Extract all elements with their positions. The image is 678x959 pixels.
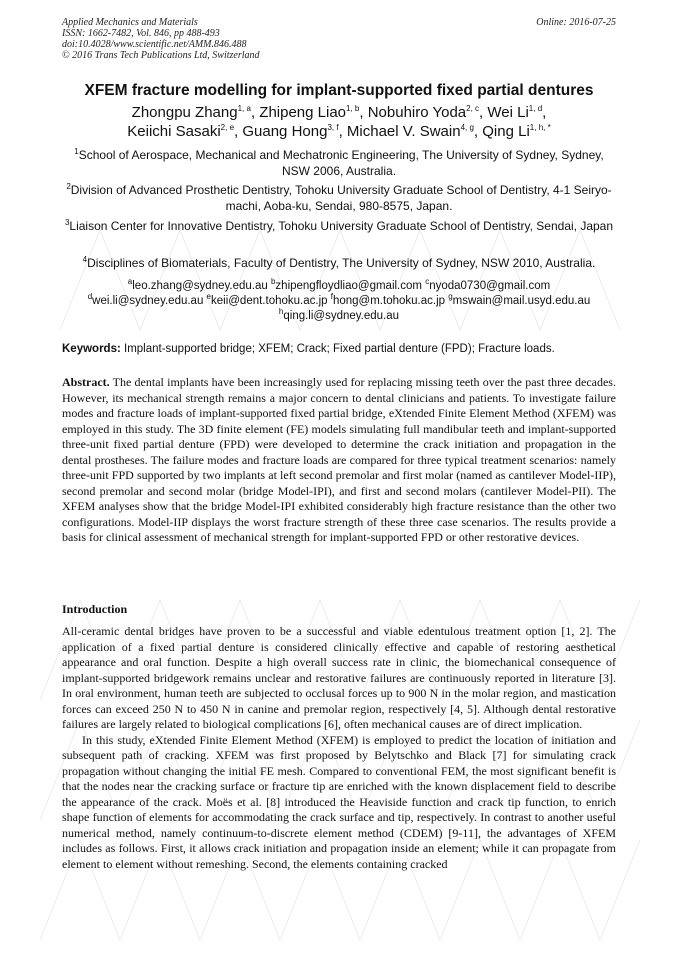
email-link[interactable]: leo.zhang@sydney.edu.au	[132, 280, 268, 292]
author: Guang Hong$^{3, f}$,	[242, 123, 347, 140]
email-link[interactable]: hong@m.tohoku.ac.jp	[332, 295, 446, 307]
author: Zhongpu Zhang$^{1, a}$,	[131, 104, 260, 121]
affiliation-1: $^1$School of Aerospace, Mechanical and Mechatronic Engineering, The University of Sydney, Sydney, NSW 2006, Australia.	[74, 147, 604, 178]
email-link[interactable]: qing.li@sydney.edu.au	[283, 310, 400, 322]
section-heading-introduction: Introduction	[62, 602, 128, 616]
paper-title: XFEM fracture modelling for implant-supported fixed partial dentures	[84, 82, 594, 99]
keywords-label: Keywords:	[62, 343, 121, 355]
author: Zhipeng Liao$^{1, b}$,	[259, 104, 368, 121]
email-link[interactable]: wei.li@sydney.edu.au	[92, 295, 204, 307]
keywords	[62, 343, 616, 355]
keywords-text: Implant-supported bridge; XFEM; Crack; Fixed partial denture (FPD); Fracture loads.	[124, 343, 555, 355]
author: Michael V. Swain$^{4, g}$,	[346, 123, 483, 140]
abstract	[62, 375, 616, 546]
paragraph: All-ceramic dental bridges have proven to be a successful and viable edentulous treatment option [1, 2]. The application of a fixed partial denture is considered clinically effective and capable of restoring aesthetical appearance and oral function. Despite a high overall success rate in clinic, the biomechanical consequence of implant-supported bridgework remains unclear and restorative failures are continuously reported in literature [3]. In oral environment, human teeth are subjected to occlusal forces up to 900 N in the molar region, and mastication forces can exceed 250 N to 450 N in canine and premolar region, respectively [4, 5]. Although dental restorative failures are largely related to biological complications [6], often mechanical causes are of direct implication.	[62, 624, 616, 731]
email-link[interactable]: zhipengfloydliao@gmail.com	[275, 280, 422, 292]
author: Keiichi Sasaki$^{2, e}$,	[127, 123, 243, 140]
affiliation-3: $^3$Liaison Center for Innovative Dentistry, Tohoku University Graduate School of Dentistry, Sendai, Japan	[64, 218, 614, 233]
author: Wei Li$^{1, d}$,	[487, 104, 547, 121]
email-link[interactable]: keii@dent.tohoku.ac.jp	[211, 295, 328, 307]
author: Nobuhiro Yoda$^{2, c}$,	[367, 104, 488, 121]
introduction-body	[62, 624, 616, 872]
author-list	[40, 103, 638, 141]
affiliation-4: $^4$Disciplines of Biomaterials, Faculty of Dentistry, The University of Sydney, NSW 2010, Australia.	[82, 255, 596, 270]
journal-name: Applied Mechanics and Materials	[62, 17, 198, 28]
email-link[interactable]: mswain@mail.usyd.edu.au	[452, 295, 591, 307]
journal-header	[62, 17, 616, 61]
online-date: Online: 2016-07-25	[536, 17, 616, 28]
email-list: $^a$leo.zhang@sydney.edu.au $^b$zhipengfloydliao@gmail.com $^c$nyoda0730@gmail.com $^d$wei.li@sydney.edu.au $^e$keii@dent.tohoku.ac.jp $^f$hong@m.tohoku.ac.jp $^g$mswain@mail.usyd.edu.au $^h$qing.li@sydney.edu.au	[87, 277, 591, 322]
email-link[interactable]: nyoda0730@gmail.com	[429, 280, 551, 292]
doi-info: doi:10.4028/www.scientific.net/AMM.846.488	[62, 39, 247, 50]
author: Qing $Li^{1, h, *}$	[482, 123, 551, 140]
affiliation-2: $^2$Division of Advanced Prosthetic Dentistry, Tohoku University Graduate School of Dentistry, 4-1 Seiryo-machi, Aoba-ku, Sendai, 980-8575, Japan.	[66, 182, 612, 213]
paragraph: In this study, eXtended Finite Element Method (XFEM) is employed to predict the location of initiation and subsequent path of cracking. XFEM was first proposed by Belytschko and Black [7] for simulating crack propagation without changing the initial FE mesh. Compared to conventional FEM, the most significant benefit is that the nodes near the cracking surface or fracture tip are enriched with the known displacement field to describe the appearance of the crack. Moës et al. [8] introduced the Heaviside function and crack tip function, to enrich shape function of elements for accommodating the crack surface and tip, respectively. In contrast to another useful numerical method, namely continuum-to-discrete element method (CDEM) [9-11], the advantages of XFEM includes as follows. First, it allows crack initiation and propagation inside an element; while it can propagate from element to element without remeshing. Second, the elements containing cracked	[62, 732, 616, 871]
copyright-info: © 2016 Trans Tech Publications Ltd, Switzerland	[62, 50, 260, 61]
abstract-text: The dental implants have been increasingly used for replacing missing teeth over the past three decades. However, its mechanical strength remains a major concern to dental clinicians and patients. To investigate failure modes and fracture loads of implant-supported fixed partial bridge, eXtended Finite Element Method (XFEM) was employed in this study. The 3D finite element (FE) models simulating full mandibular teeth and implant-supported three-unit fixed partial denture (FPD) were developed to determine the crack initiation and propagation in the dental prostheses. The failure modes and fracture loads are compared for three typical treatment scenarios: namely three-unit FPD supported by two implants at left second premolar and first molar (named as cantilever Model-IIP), second premolar and second molar (bridge Model-IPI), and first and second molars (cantilever Model-PII). The XFEM analyses show that the bridge Model-IPI exhibited considerably high fracture resistance than the other two configurations. Model-IIP displays the worst fracture strength of these three case scenarios. The results provide a basis for clinical assessment of mechanical strength for implant-supported FPD or other restorative devices.	[62, 375, 616, 544]
abstract-label: Abstract.	[62, 375, 110, 389]
issn-info: ISSN: 1662-7482, Vol. 846, pp 488-493	[62, 28, 220, 39]
